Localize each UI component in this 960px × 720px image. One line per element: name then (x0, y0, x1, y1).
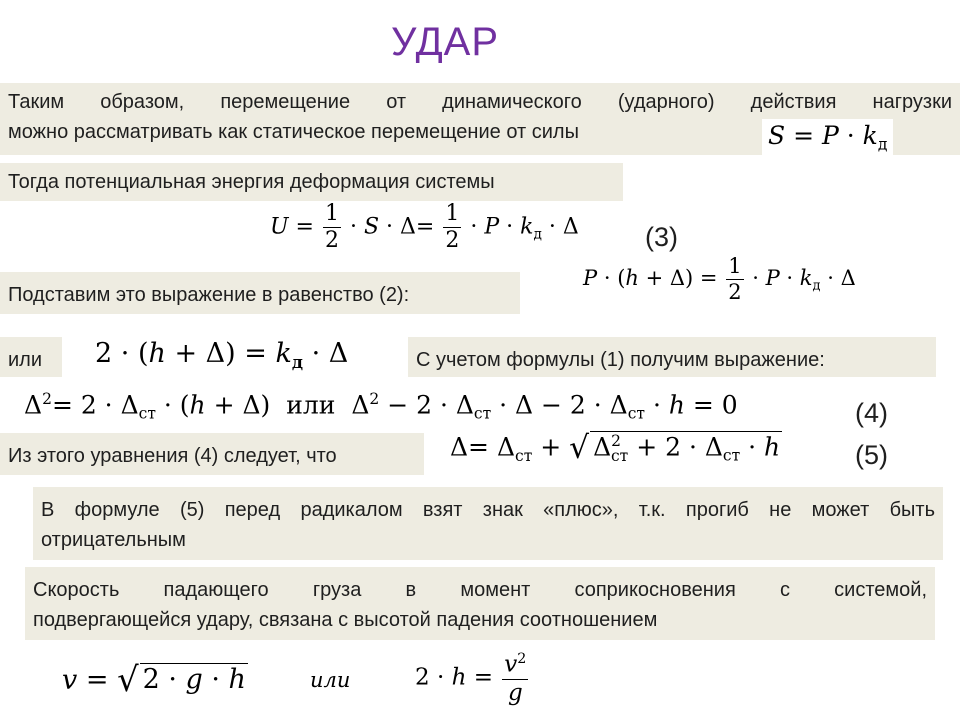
paragraph-line: Таким образом, перемещение от динамического (ударного) действия нагрузки (8, 91, 952, 113)
or-label-bottom: или (310, 668, 351, 692)
text-block-follows (0, 433, 424, 475)
paragraph-line: Тогда потенциальная энергия деформация системы (8, 171, 495, 193)
text-block-energy (0, 163, 623, 201)
paragraph-line: отрицательным (41, 529, 186, 551)
text-block-plus-sign (33, 487, 943, 560)
text-block-formula-1 (408, 337, 936, 377)
text-block-or (0, 337, 62, 377)
slide-title: УДАР (390, 20, 500, 64)
text-block-substitute (0, 272, 520, 314)
or-label-formula: или (286, 390, 336, 420)
formula-energy: U = $\frac{1}{2}$ · S · Δ= $\frac{1}{2}$ · $P \cdot k_д \cdot \Delta$ (270, 201, 579, 253)
formula-force: $S = P \cdot k_д$ (762, 119, 893, 161)
formula-velocity: v = √ 2 · g · h (62, 660, 246, 699)
formula-quadratic: $\Delta^2= 2 \cdot \Delta_{ст} \cdot (h + \Delta)$ или $\Delta^2 - 2 \cdot \Delta_{ст} \cdot \Delta - 2 \cdot \Delta_{ст} \cdot h = 0$ (24, 390, 738, 423)
paragraph-line: можно рассматривать как статическое перемещение от силы (8, 121, 579, 143)
equation-number-3: (3) (645, 222, 678, 252)
formula-deflection: $\Delta= \Delta_{ст}$ + √ $\Delta^2_{ст} + 2 \cdot \Delta_{ст} \cdot h$ (450, 430, 781, 466)
paragraph-line: С учетом формулы (1) получим выражение: (416, 349, 825, 371)
paragraph-line: Подставим это выражение в равенство (2): (8, 284, 410, 306)
paragraph-line: подвергающейся удару, связана с высотой падения соотношением (33, 609, 658, 631)
paragraph-line: В формуле (5) перед радикалом взят знак «плюс», т.к. прогиб не может быть (41, 499, 935, 521)
formula-kd-relation: $2 \cdot (h + \Delta) = k_д \cdot \Delta$ (95, 332, 348, 384)
paragraph-line: Скорость падающего груза в момент соприкосновения с системой, (33, 579, 927, 601)
text-block-velocity (25, 567, 935, 640)
equation-number-5: (5) (855, 440, 888, 470)
paragraph-line: Из этого уравнения (4) следует, что (8, 445, 337, 467)
formula-substitution: P · (h + Δ) = $\frac{1}{2}$ · $P \cdot k_д \cdot \Delta$ (583, 254, 856, 304)
equation-number-4: (4) (855, 398, 888, 428)
formula-height: 2 · h = $\frac{v^2}{g}$ (415, 652, 530, 705)
or-label: или (8, 349, 43, 371)
